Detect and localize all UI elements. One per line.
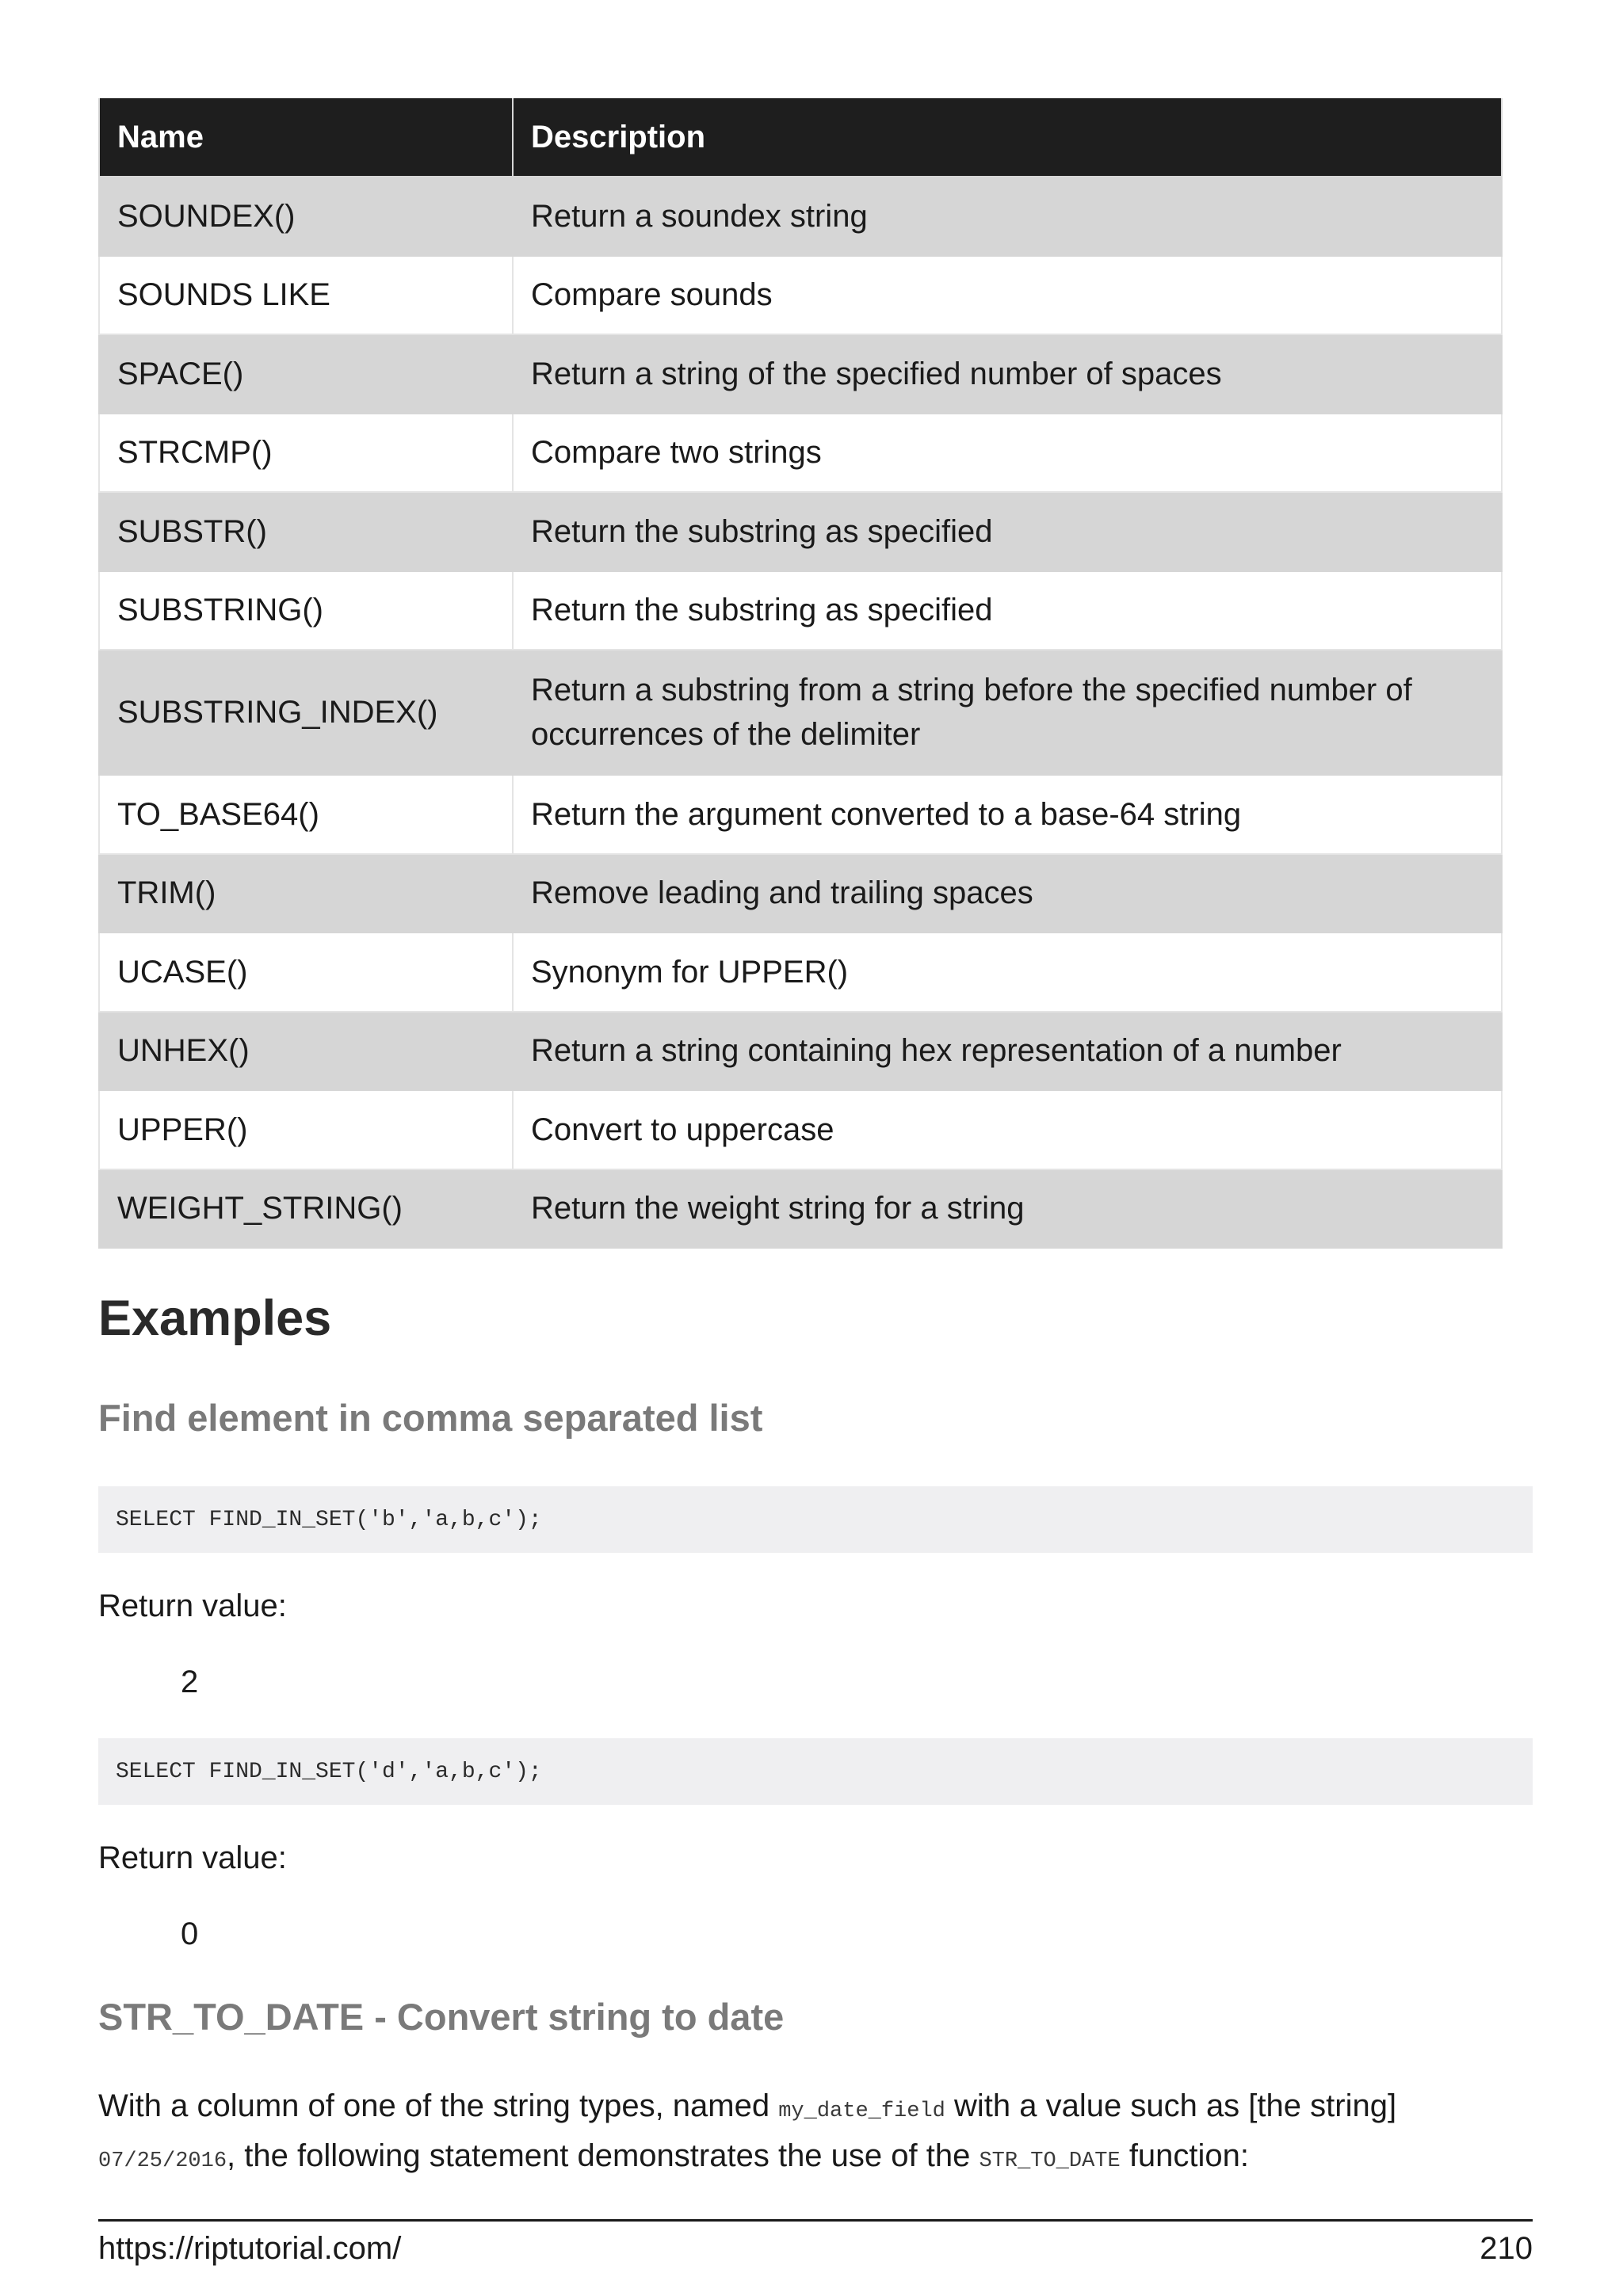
table-row [99, 775, 1502, 854]
column-header-description: Description [513, 98, 1502, 177]
table-row [99, 933, 1502, 1012]
function-description-cell: Synonym for UPPER() [513, 933, 1502, 1012]
function-description-cell: Convert to uppercase [513, 1090, 1502, 1169]
function-description-cell: Return a substring from a string before the specified number of occurrences of the delimiter [513, 650, 1502, 775]
paragraph-text: , the following statement demonstrates the use of the [227, 2138, 980, 2173]
function-name-cell: SUBSTRING() [99, 571, 513, 650]
function-description-cell: Remove leading and trailing spaces [513, 854, 1502, 933]
paragraph-text: With a column of one of the string types, named [98, 2088, 779, 2123]
examples-heading: Examples [98, 1291, 332, 1346]
function-name-cell: TO_BASE64() [99, 775, 513, 854]
table-row [99, 256, 1502, 335]
column-header-name: Name [99, 98, 513, 177]
function-name-cell: SPACE() [99, 334, 513, 414]
paragraph-text: function: [1120, 2138, 1250, 2173]
function-name-cell: UNHEX() [99, 1012, 513, 1091]
function-name-cell: UPPER() [99, 1090, 513, 1169]
function-name-cell: SOUNDEX() [99, 177, 513, 256]
footer-url: https://riptutorial.com/ [98, 2231, 402, 2266]
function-description-cell: Return the substring as specified [513, 571, 1502, 650]
function-description-cell: Return a string of the specified number of spaces [513, 334, 1502, 414]
inline-code: STR_TO_DATE [979, 2149, 1121, 2173]
find-in-set-heading: Find element in comma separated list [98, 1397, 763, 1439]
return-value: 0 [181, 1917, 199, 1951]
return-value-label: Return value: [98, 1840, 287, 1875]
paragraph-text: with a value such as [the string] [945, 2088, 1397, 2123]
function-name-cell: WEIGHT_STRING() [99, 1169, 513, 1249]
function-description-cell: Return a soundex string [513, 177, 1502, 256]
table-row [99, 1012, 1502, 1091]
function-description-cell: Return a string containing hex representation of a number [513, 1012, 1502, 1091]
str-to-date-heading: STR_TO_DATE - Convert string to date [98, 1996, 785, 2038]
table-row [99, 492, 1502, 571]
str-to-date-paragraph [98, 2084, 1533, 2183]
function-name-cell: SOUNDS LIKE [99, 256, 513, 335]
table-header-row [99, 98, 1502, 177]
inline-code: my_date_field [778, 2100, 945, 2123]
code-block: SELECT FIND_IN_SET('d','a,b,c'); [98, 1738, 1533, 1805]
footer-divider [98, 2219, 1533, 2222]
function-name-cell: UCASE() [99, 933, 513, 1012]
function-name-cell: TRIM() [99, 854, 513, 933]
table-row [99, 177, 1502, 256]
function-description-cell: Return the substring as specified [513, 492, 1502, 571]
table-row [99, 334, 1502, 414]
table-row [99, 854, 1502, 933]
inline-code: 07/25/2016 [98, 2149, 227, 2173]
code-block: SELECT FIND_IN_SET('b','a,b,c'); [98, 1486, 1533, 1553]
table-row [99, 650, 1502, 775]
return-value-label: Return value: [98, 1589, 287, 1623]
string-functions-table [98, 98, 1503, 1249]
function-description-cell: Compare sounds [513, 256, 1502, 335]
function-name-cell: SUBSTRING_INDEX() [99, 650, 513, 775]
function-name-cell: SUBSTR() [99, 492, 513, 571]
table-row [99, 1090, 1502, 1169]
table-row [99, 571, 1502, 650]
function-description-cell: Compare two strings [513, 414, 1502, 493]
function-name-cell: STRCMP() [99, 414, 513, 493]
table-row [99, 414, 1502, 493]
return-value: 2 [181, 1665, 199, 1699]
page-number: 210 [1480, 2231, 1533, 2266]
table-row [99, 1169, 1502, 1249]
function-description-cell: Return the argument converted to a base-64 string [513, 775, 1502, 854]
function-description-cell: Return the weight string for a string [513, 1169, 1502, 1249]
